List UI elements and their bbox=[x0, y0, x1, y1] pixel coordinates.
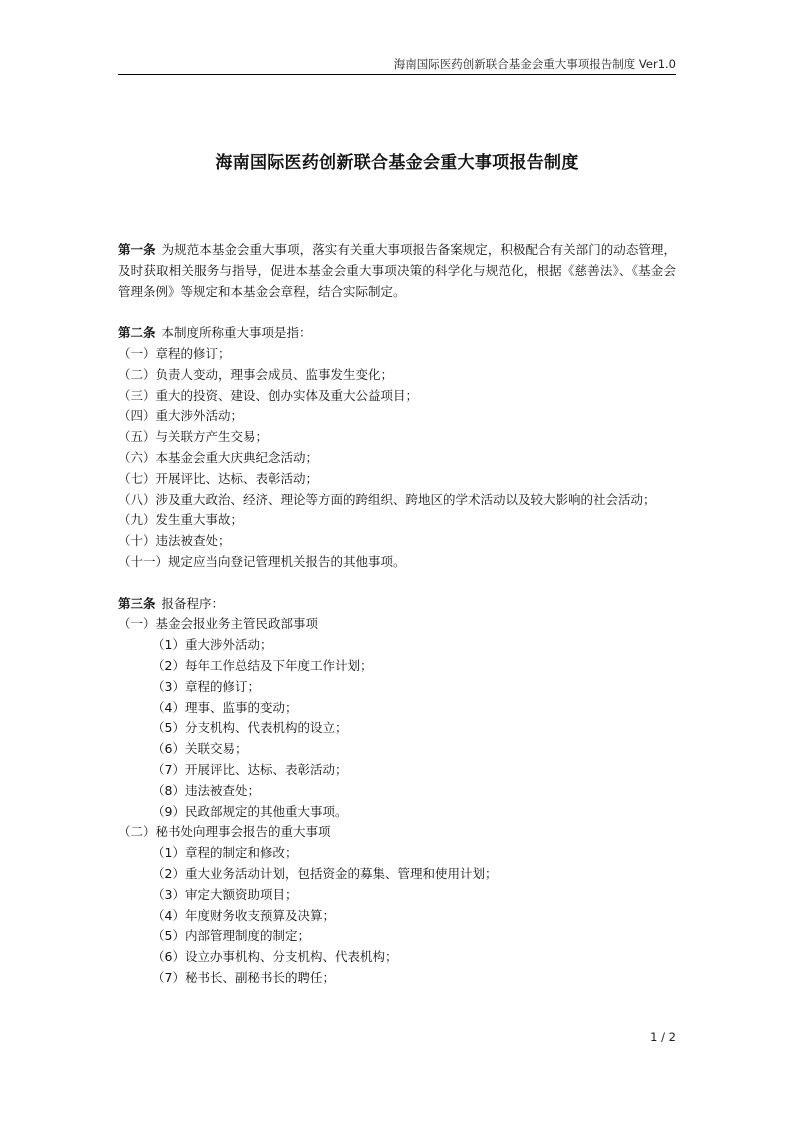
article-2-intro: 本制度所称重大事项是指： bbox=[161, 325, 312, 341]
sub-list-item: （7）开展评比、达标、表彰活动； bbox=[152, 761, 348, 777]
paragraph-gap bbox=[118, 302, 676, 323]
document-body bbox=[118, 240, 676, 989]
document-title: 海南国际医药创新联合基金会重大事项报告制度 bbox=[215, 153, 579, 173]
sub-list-item: （4）年度财务收支预算及决算； bbox=[152, 907, 335, 923]
list-item: （一）章程的修订； bbox=[118, 345, 231, 361]
list-item: （二）负责人变动，理事会成员、监事发生变化； bbox=[118, 366, 394, 382]
group-1-heading: （一）基金会报业务主管民政部事项 bbox=[118, 616, 319, 632]
article-2-heading bbox=[118, 323, 676, 344]
sub-list-item: （8）违法被查处； bbox=[152, 782, 260, 798]
list-item: （六）本基金会重大庆典纪念活动； bbox=[118, 449, 319, 465]
article-1-text: 为规范本基金会重大事项，落实有关重大事项报告备案规定，积极配合有关部门的动态管理，及时获取相关服务与指导，促进本基金会重大事项决策的科学化与规范化，根据《慈善法》、《基金会管理条例》等规定和本基金会章程，结合实际制定。 bbox=[118, 242, 676, 299]
list-item: （四）重大涉外活动； bbox=[118, 408, 244, 424]
sub-list-item: （2）每年工作总结及下年度工作计划； bbox=[152, 657, 373, 673]
sub-list-item: （3）审定大额资助项目； bbox=[152, 886, 298, 902]
sub-list-item: （4）理事、监事的变动； bbox=[152, 699, 298, 715]
list-item: （十一）规定应当向登记管理机关报告的其他事项。 bbox=[118, 553, 406, 569]
list-item: （三）重大的投资、建设、创办实体及重大公益项目； bbox=[118, 387, 419, 403]
sub-list-item: （5）分支机构、代表机构的设立； bbox=[152, 720, 348, 736]
list-item: （九）发生重大事故； bbox=[118, 512, 244, 528]
list-item: （八）涉及重大政治、经济、理论等方面的跨组织、跨地区的学术活动以及较大影响的社会活动； bbox=[118, 491, 656, 507]
article-3-heading bbox=[118, 594, 676, 615]
group-2-heading: （二）秘书处向理事会报告的重大事项 bbox=[118, 824, 331, 840]
sub-list-item: （1）章程的制定和修改； bbox=[152, 845, 298, 861]
running-header: 海南国际医药创新联合基金会重大事项报告制度 Ver1.0 bbox=[393, 57, 676, 71]
article-3-intro: 报备程序： bbox=[161, 595, 225, 611]
list-item: （五）与关联方产生交易； bbox=[118, 429, 269, 445]
paragraph-gap bbox=[118, 573, 676, 594]
list-item: （十）违法被查处； bbox=[118, 533, 231, 549]
article-3-label: 第三条 bbox=[118, 595, 156, 611]
sub-list-item: （5）内部管理制度的制定； bbox=[152, 928, 310, 944]
list-item: （七）开展评比、达标、表彰活动； bbox=[118, 470, 319, 486]
header-divider bbox=[118, 74, 676, 75]
article-3 bbox=[118, 594, 676, 989]
sub-list-item: （1）重大涉外活动； bbox=[152, 637, 273, 653]
sub-list-item: （3）章程的修订； bbox=[152, 678, 260, 694]
sub-list-item: （6）设立办事机构、分支机构、代表机构； bbox=[152, 949, 398, 965]
page-number: 1 / 2 bbox=[650, 1030, 676, 1044]
sub-list-item: （6）关联交易； bbox=[152, 741, 248, 757]
article-2-label: 第二条 bbox=[118, 325, 156, 341]
sub-list-item: （7）秘书长、副秘书长的聘任； bbox=[152, 969, 335, 985]
sub-list-item: （2）重大业务活动计划，包括资金的募集、管理和使用计划； bbox=[152, 865, 498, 881]
article-1-label: 第一条 bbox=[118, 242, 156, 257]
article-1 bbox=[118, 240, 676, 302]
article-2 bbox=[118, 323, 676, 573]
sub-list-item: （9）民政部规定的其他重大事项。 bbox=[152, 803, 348, 819]
